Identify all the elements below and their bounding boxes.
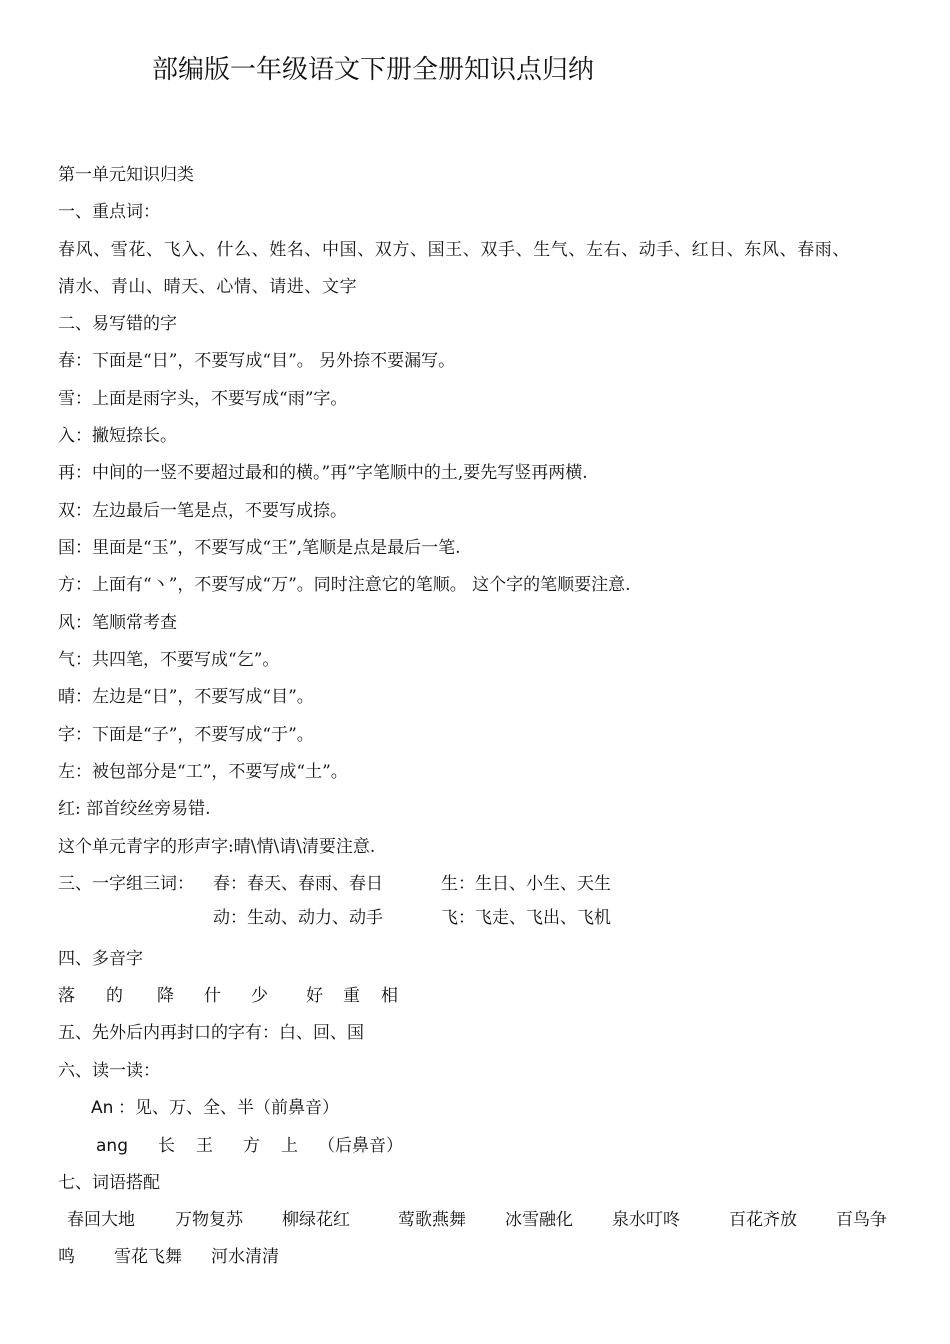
- word-group-dong: 动：生动、动力、动手: [213, 908, 383, 928]
- pinyin-ang-char: 长: [158, 1136, 175, 1156]
- section-2-heading: 二、易写错的字: [58, 314, 177, 334]
- word-group-fei: 飞：飞走、飞出、飞机: [441, 908, 611, 928]
- error-char-item: 国：里面是“玉”，不要写成“王”,笔顺是点是最后一笔.: [58, 538, 461, 558]
- unit-heading: 第一单元知识归类: [58, 165, 194, 185]
- pinyin-ang-char: 上: [281, 1136, 298, 1156]
- pinyin-ang-char: 方: [243, 1136, 260, 1156]
- phrase: 柳绿花红: [282, 1210, 350, 1230]
- error-char-item: 风：笔顺常考查: [58, 613, 177, 633]
- phrase: 冰雪融化: [505, 1210, 573, 1230]
- section-5-text: 五、先外后内再封口的字有：白、回、国: [58, 1023, 364, 1043]
- error-char-item: 入：撇短捺长。: [58, 426, 177, 446]
- polyphone-char: 落: [58, 986, 75, 1006]
- error-char-item: 再：中间的一竖不要超过最和的横。”再”字笔顺中的土,要先写竖再两横.: [58, 463, 588, 483]
- pinyin-ang-note: （后鼻音）: [318, 1136, 403, 1156]
- pinyin-ang-label: ang: [96, 1136, 128, 1156]
- word-group-chun: 春：春天、春雨、春日: [213, 874, 383, 894]
- pinyin-an-label: An: [91, 1098, 114, 1118]
- error-char-item: 雪：上面是雨字头，不要写成“雨”字。: [58, 389, 348, 409]
- section-1-heading: 一、重点词：: [58, 202, 160, 222]
- phrase: 春回大地: [67, 1210, 135, 1230]
- phrase: 百花齐放: [729, 1210, 797, 1230]
- phrase: 百鸟争: [836, 1210, 887, 1230]
- section-6-heading: 六、读一读：: [58, 1061, 160, 1081]
- error-char-item: 左：被包部分是“工”，不要写成“土”。: [58, 762, 348, 782]
- error-char-item: 双：左边最后一笔是点，不要写成捺。: [58, 501, 347, 521]
- polyphone-char: 相: [381, 986, 398, 1006]
- polyphone-char: 什: [204, 986, 221, 1006]
- polyphone-char: 重: [343, 986, 360, 1006]
- pinyin-ang-char: 王: [196, 1136, 213, 1156]
- section-4-heading: 四、多音字: [58, 949, 143, 969]
- section-7-heading: 七、词语搭配: [58, 1173, 160, 1193]
- error-char-item: 红: 部首绞丝旁易错.: [58, 799, 211, 819]
- phrase: 鸣: [58, 1247, 75, 1267]
- polyphone-char: 降: [157, 986, 174, 1006]
- key-words-line-1: 春风、雪花、飞入、什么、姓名、中国、双方、国王、双手、生气、左右、动手、红日、东风、春雨、: [58, 240, 850, 260]
- polyphone-char: 好: [306, 986, 323, 1006]
- error-char-item: 气：共四笔，不要写成“乞”。: [58, 650, 280, 670]
- error-char-item: 方：上面有“丶”，不要写成“万”。同时注意它的笔顺。 这个字的笔顺要注意.: [58, 575, 631, 595]
- page-title: 部编版一年级语文下册全册知识点归纳: [152, 55, 595, 85]
- polyphone-char: 的: [106, 986, 123, 1006]
- polyphone-char: 少: [251, 986, 268, 1006]
- phrase: 泉水叮咚: [612, 1210, 680, 1230]
- word-group-sheng: 生：生日、小生、天生: [441, 874, 611, 894]
- key-words-line-2: 清水、青山、晴天、心情、请进、文字: [58, 277, 358, 297]
- error-char-item: 晴：左边是“日”，不要写成“目”。: [58, 687, 314, 707]
- section-3-heading: 三、一字组三词：: [58, 874, 194, 894]
- phrase: 河水清清: [211, 1247, 279, 1267]
- phrase: 万物复苏: [175, 1210, 243, 1230]
- pinyin-an-text: ：见、万、全、半（前鼻音）: [118, 1098, 339, 1118]
- error-char-item: 春：下面是“日”，不要写成“目”。 另外捺不要漏写。: [58, 351, 456, 371]
- error-char-item: 字：下面是“子”，不要写成“于”。: [58, 725, 314, 745]
- phrase: 雪花飞舞: [114, 1247, 182, 1267]
- phrase: 莺歌燕舞: [398, 1210, 466, 1230]
- error-char-item: 这个单元青字的形声字:晴\情\请\清要注意.: [58, 837, 376, 857]
